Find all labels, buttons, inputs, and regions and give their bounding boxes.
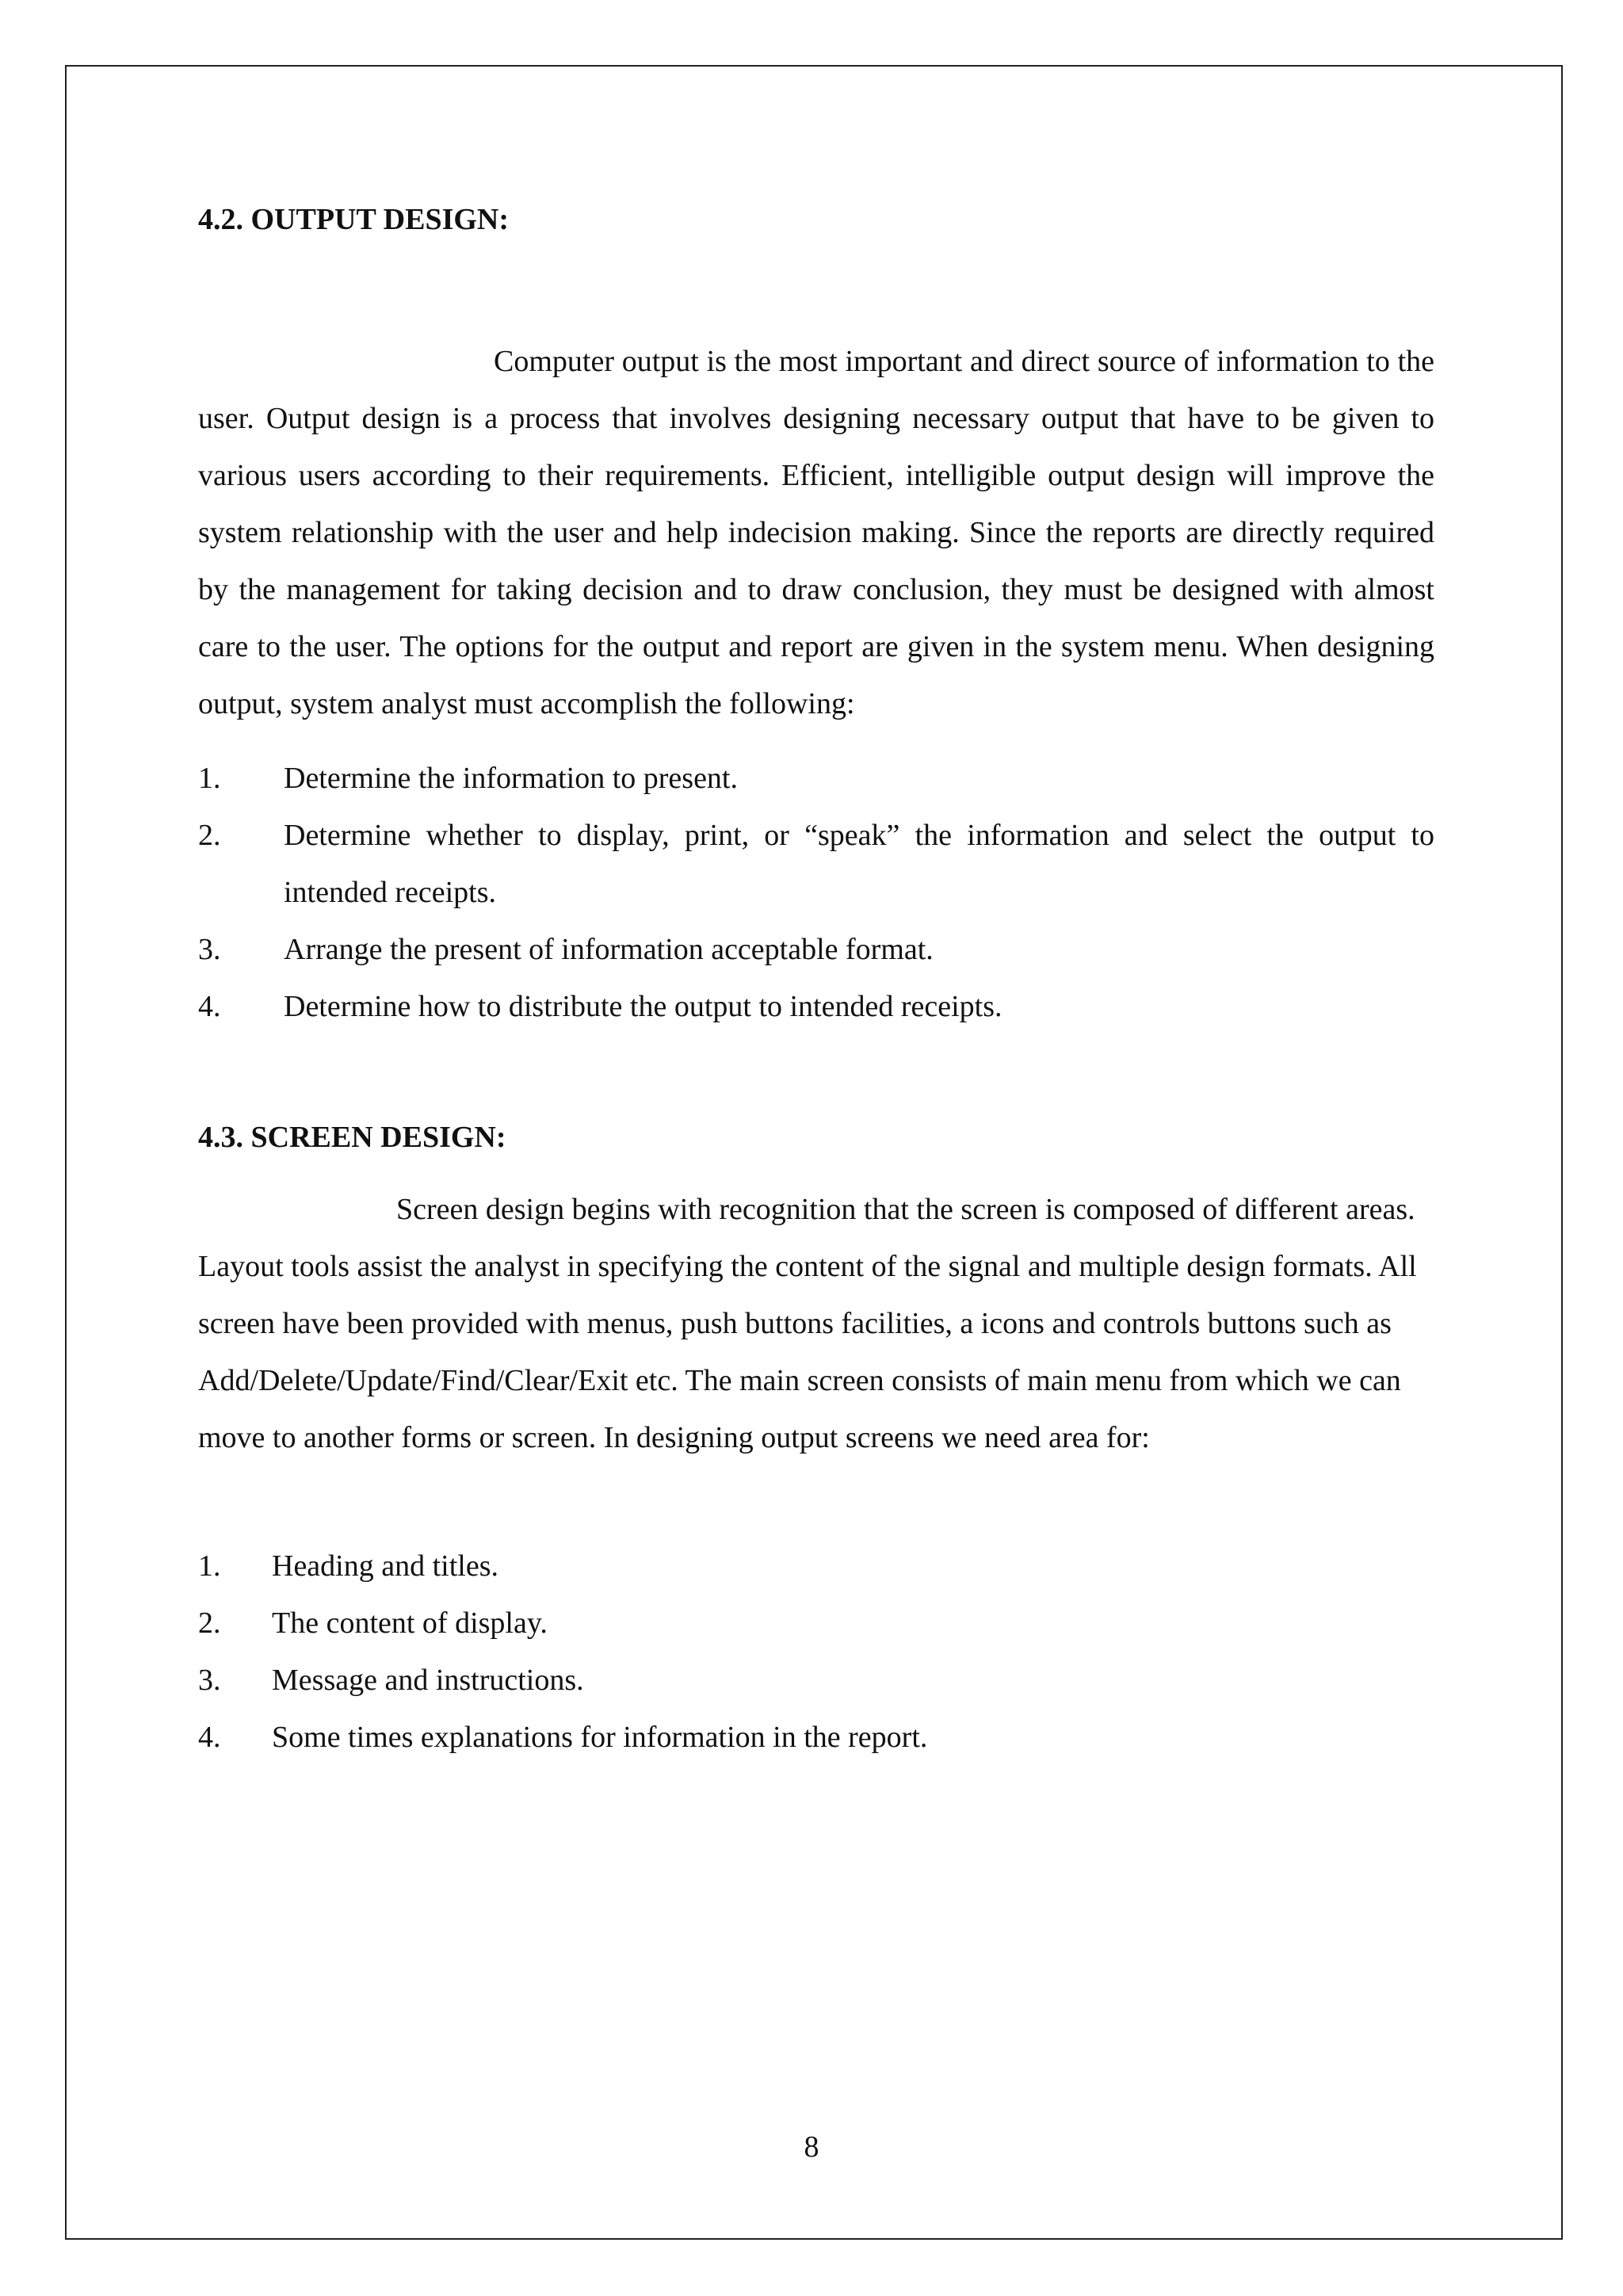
list-item (198, 1538, 1434, 1595)
output-design-list (198, 750, 1434, 1035)
list-item (198, 921, 1434, 978)
list-item-text: Arrange the present of information acceptable format. (284, 933, 934, 966)
list-item-text: Message and instructions. (272, 1664, 584, 1697)
list-item (198, 750, 1434, 807)
list-item (198, 807, 1434, 921)
list-item (198, 978, 1434, 1035)
list-item-text: Determine how to distribute the output to intended receipts. (284, 990, 1002, 1023)
list-item-number: 4. (198, 1721, 221, 1754)
list-item (198, 1652, 1434, 1709)
list-item-number: 1. (198, 1549, 221, 1583)
list-item-number: 3. (198, 933, 221, 966)
screen-design-paragraph: Screen design begins with recognition that the screen is composed of different areas. Layout tools assist the analyst in specifying the content of the signal and multiple design formats. All screen have been provided with menus, push buttons facilities, a icons and controls buttons such as Add/Delete/Update/Find/Clear/Exit etc. The main screen consists of main menu from which we can move to another forms or screen. In designing output screens we need area for: (198, 1193, 1417, 1454)
list-item-text: Determine whether to display, print, or “speak” the information and select the output to intended receipts. (284, 819, 1434, 909)
list-item-number: 4. (198, 990, 221, 1023)
section-heading-screen-design: 4.3. SCREEN DESIGN: (198, 1121, 506, 1154)
list-item-number: 1. (198, 762, 221, 795)
list-item-text: The content of display. (272, 1606, 548, 1640)
list-item-text: Some times explanations for information in the report. (272, 1721, 928, 1754)
list-item-number: 3. (198, 1664, 221, 1697)
list-item-text: Heading and titles. (272, 1549, 498, 1583)
list-item-number: 2. (198, 819, 221, 852)
section-heading-output-design: 4.2. OUTPUT DESIGN: (198, 203, 510, 236)
output-design-paragraph: Computer output is the most important and direct source of information to the user. Output design is a process that involves designing necessary output that have to be given to various users according to their requirements. Efficient, intelligible output design will improve the system relationship with the user and help indecision making. Since the reports are directly required by the management for taking decision and to draw conclusion, they must be designed with almost care to the user. The options for the output and report are given in the system menu. When designing output, system analyst must accomplish the following: (198, 345, 1434, 720)
screen-design-list (198, 1538, 1434, 1766)
page-number: 8 (804, 2130, 819, 2164)
list-item-number: 2. (198, 1606, 221, 1640)
list-item (198, 1595, 1434, 1652)
list-item (198, 1709, 1434, 1766)
list-item-text: Determine the information to present. (284, 762, 738, 795)
